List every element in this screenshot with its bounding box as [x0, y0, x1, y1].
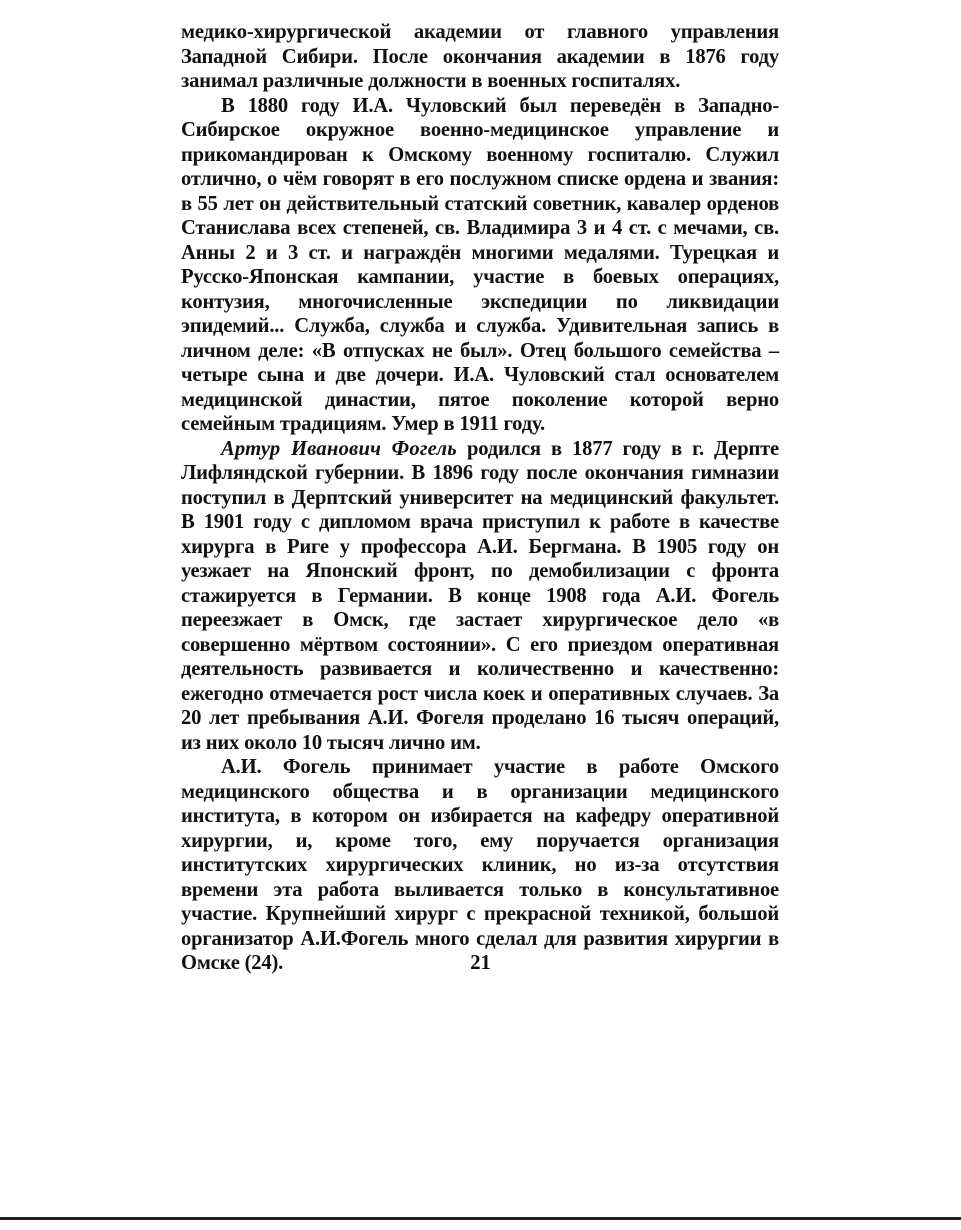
paragraph-1: медико-хирургической академии от главного управления Западной Сибири. После окончания академии в 1876 году занимал различные должности в военных госпиталях. — [181, 21, 779, 92]
paragraph-3 — [181, 437, 779, 756]
paragraph-2: В 1880 году И.А. Чуловский был переведён в Западно-Сибирское окружное военно-медицинское управление и прикомандирован к Омскому военному госпиталю. Служил отлично, о чём говорят в его послужном списке ордена и звания: в 55 лет он действительный статский советник, кавалер орденов Станислава всех степеней, св. Владимира 3 и 4 ст. с мечами, св. Анны 2 и 3 ст. и награждён многими медалями. Турецкая и Русско-Японская кампании, участие в боевых операциях, контузия, многочисленные экспедиции по ликвидации эпидемий... Служба, служба и служба. Удивительная запись в личном деле: «В отпусках не был». Отец большого семейства – четыре сына и две дочери. И.А. Чуловский стал основателем медицинской династии, пятое поколение которой верно семейным традициям. Умер в 1911 году. — [181, 94, 779, 435]
paragraph-3-text: родился в 1877 году в г. Дерпте Лифляндской губернии. В 1896 году после окончания гимназии поступил в Дерптский университет на медицинский факультет. В 1901 году с дипломом врача приступил к работе в качестве хирурга в Риге у профессора А.И. Бергмана. В 1905 году он уезжает на Японский фронт, по демобилизации с фронта стажируется в Германии. В конце 1908 года А.И. Фогель переезжает в Омск, где застает хирургическое дело «в совершенно мёртвом состоянии». С его приездом оперативная деятельность развивается и количественно и качественно: ежегодно отмечается рост числа коек и оперативных случаев. За 20 лет пребывания А.И. Фогеля проделано 16 тысяч операций, из них около 10 тысяч лично им. — [181, 437, 779, 754]
bottom-rule — [0, 1217, 961, 1220]
page-number: 21 — [470, 952, 491, 974]
paragraph-4: А.И. Фогель принимает участие в работе Омского медицинского общества и в организации медицинского института, в котором он избирается на кафедру оперативной хирургии, и, кроме того, ему поручается организация институтских хирургических клиник, но из-за отсутствия времени эта работа выливается только в консультативное участие. Крупнейший хирург с прекрасной техникой, большой организатор А.И.Фогель много сделал для развития хирургии в Омске (24). — [181, 756, 779, 974]
person-name-fogel: Артур Иванович Фогель — [221, 437, 457, 460]
page-body — [181, 20, 779, 976]
